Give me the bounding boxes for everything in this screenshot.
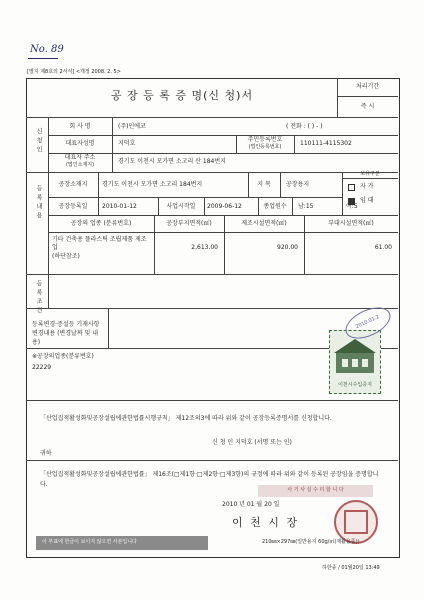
divider xyxy=(48,215,398,216)
official-seal-icon xyxy=(334,500,378,544)
industry-note: (하단참조) xyxy=(52,253,80,260)
id-sublabel: (법인등록번호) xyxy=(248,144,282,150)
divider xyxy=(108,308,109,348)
divider xyxy=(26,400,398,401)
id-value: 110111-4115302 xyxy=(300,140,352,147)
id-label: 주민등록번호 xyxy=(247,136,283,143)
divider xyxy=(48,135,398,136)
registration-date-label: 공장등록일 xyxy=(58,203,88,210)
industry-code-value: 22229 xyxy=(32,364,52,371)
applicant-signature-line: 신 청 인 지덕호 (서명 또는 인) xyxy=(212,439,292,446)
divider xyxy=(280,172,281,197)
anti-copy-banner xyxy=(36,536,208,550)
start-date-label: 사업시작일 xyxy=(166,203,196,210)
divider xyxy=(26,274,398,275)
handwritten-number: No. 89 xyxy=(30,44,64,55)
processing-label: 처리기간 xyxy=(355,83,380,90)
date-cancel-stamp-text: 2010.01.2 xyxy=(354,313,381,331)
divider xyxy=(204,197,205,215)
industry-label: 공장의 업종 (분류번호) xyxy=(70,220,132,227)
staff-female: 여:5 xyxy=(346,203,358,210)
company-value: (주)인에코 xyxy=(118,123,146,130)
processing-value: 즉 시 xyxy=(360,103,375,110)
address-value: 경기도 이천시 모가면 소고리 산 184번지 xyxy=(118,158,226,165)
company-label: 회 사 명 xyxy=(69,123,91,130)
form-reference: [별지 제8호의 2서식] <개정 2008. 2. 5> xyxy=(27,69,121,75)
receipt-stamp-text: 사 기 사 실 수 리 합 니 다 xyxy=(287,487,344,493)
representative-label: 대표자성명 xyxy=(65,140,95,147)
footer-stamp: 하한종 / 01월20일 13:49 xyxy=(322,565,380,571)
paper-spec: 210㎜×297㎜(일반용지 60g/㎡(재활용품)) xyxy=(262,539,360,545)
form-title: 공 장 등 록 증 명(신 청)서 xyxy=(110,89,254,102)
divider xyxy=(98,172,99,215)
factory-address-value: 경기도 이천시 모가면 소고리 184번지 xyxy=(102,181,203,188)
ownership-own-label: 자 가 xyxy=(360,183,374,190)
address-sublabel: (법인소재지) xyxy=(65,162,95,168)
industry-code-label: ※공장의업종(분류번호) xyxy=(32,353,94,360)
staff-label: 종업원수 xyxy=(263,203,287,210)
divider xyxy=(48,197,342,198)
factory-address-label: 공장소재지 xyxy=(58,181,88,188)
city-mayor: 이 천 시 장 xyxy=(232,516,299,529)
industry-value: 기타 건축용 플라스틱 조립제품 제조업 xyxy=(52,236,147,251)
divider xyxy=(48,274,49,308)
registration-section-label: 등록내용 xyxy=(35,185,42,221)
divider xyxy=(112,117,113,172)
change-record-label: 등록변경·증설등 기재사항 변경내용 (변경날짜 및 내용) xyxy=(32,321,100,346)
divider xyxy=(48,153,398,154)
phone-label: ( 전화 : ( ) - ) xyxy=(286,123,323,130)
land-category-label: 지 목 xyxy=(257,181,271,188)
manufacturing-area-value: 920.00 xyxy=(277,244,298,251)
issue-date: 2010 년 01 월 20 일 xyxy=(222,501,280,508)
revenue-stamp xyxy=(329,330,381,394)
start-date-value: 2009-06-12 xyxy=(207,203,242,210)
auxiliary-area-label: 부대시설면적(㎡) xyxy=(328,220,374,227)
handwritten-underline xyxy=(28,58,58,59)
manufacturing-area-label: 제조시설면적(㎡) xyxy=(241,220,287,227)
ownership-label: 보유구분 xyxy=(360,171,380,177)
receipt-stamp xyxy=(258,485,373,497)
address-label: 대표자 주소 xyxy=(64,154,96,161)
land-category-value: 공장용지 xyxy=(286,181,310,188)
divider xyxy=(337,96,398,97)
conditions-label: 등록조건 xyxy=(35,280,42,316)
land-area-value: 2,613.00 xyxy=(191,244,218,251)
staff-male: 남:15 xyxy=(298,203,314,210)
divider xyxy=(26,308,398,309)
divider xyxy=(26,460,398,461)
application-declaration: 「산업집적활성화및공장설립에관한법률시행규칙」 제12조의3에 따라 위와 같이 공장등록증명서를 신청합니다. xyxy=(40,415,332,422)
seal-inner xyxy=(344,510,368,534)
ownership-own-checkbox[interactable] xyxy=(348,184,355,191)
divider xyxy=(294,135,295,153)
land-area-label: 공장부지면적(㎡) xyxy=(166,220,212,227)
divider xyxy=(26,117,398,118)
anti-copy-banner-text: 이 부표에 한글이 보이지 않으면 사본입니다 xyxy=(42,539,137,545)
divider xyxy=(292,197,293,215)
registration-date-value: 2010-01-12 xyxy=(102,203,137,210)
revenue-stamp-text: 이천시수입증지 xyxy=(338,382,372,388)
auxiliary-area-value: 61.00 xyxy=(374,244,392,251)
divider xyxy=(342,178,398,179)
applicant-section-label: 신청인 xyxy=(35,128,42,155)
ownership-lease-label: 임 대 xyxy=(360,197,374,204)
certification-declaration: 「산업집적활성화및공장설립에관한법률」 제16조(□제1항·□제2항·□제3항)의 규정에 따라 위와 같이 등록된 공장임을 증명합니다. xyxy=(40,471,379,488)
representative-value: 지덕호 xyxy=(118,140,136,147)
divider xyxy=(48,232,398,233)
addressee-label: 귀하 xyxy=(40,450,52,457)
